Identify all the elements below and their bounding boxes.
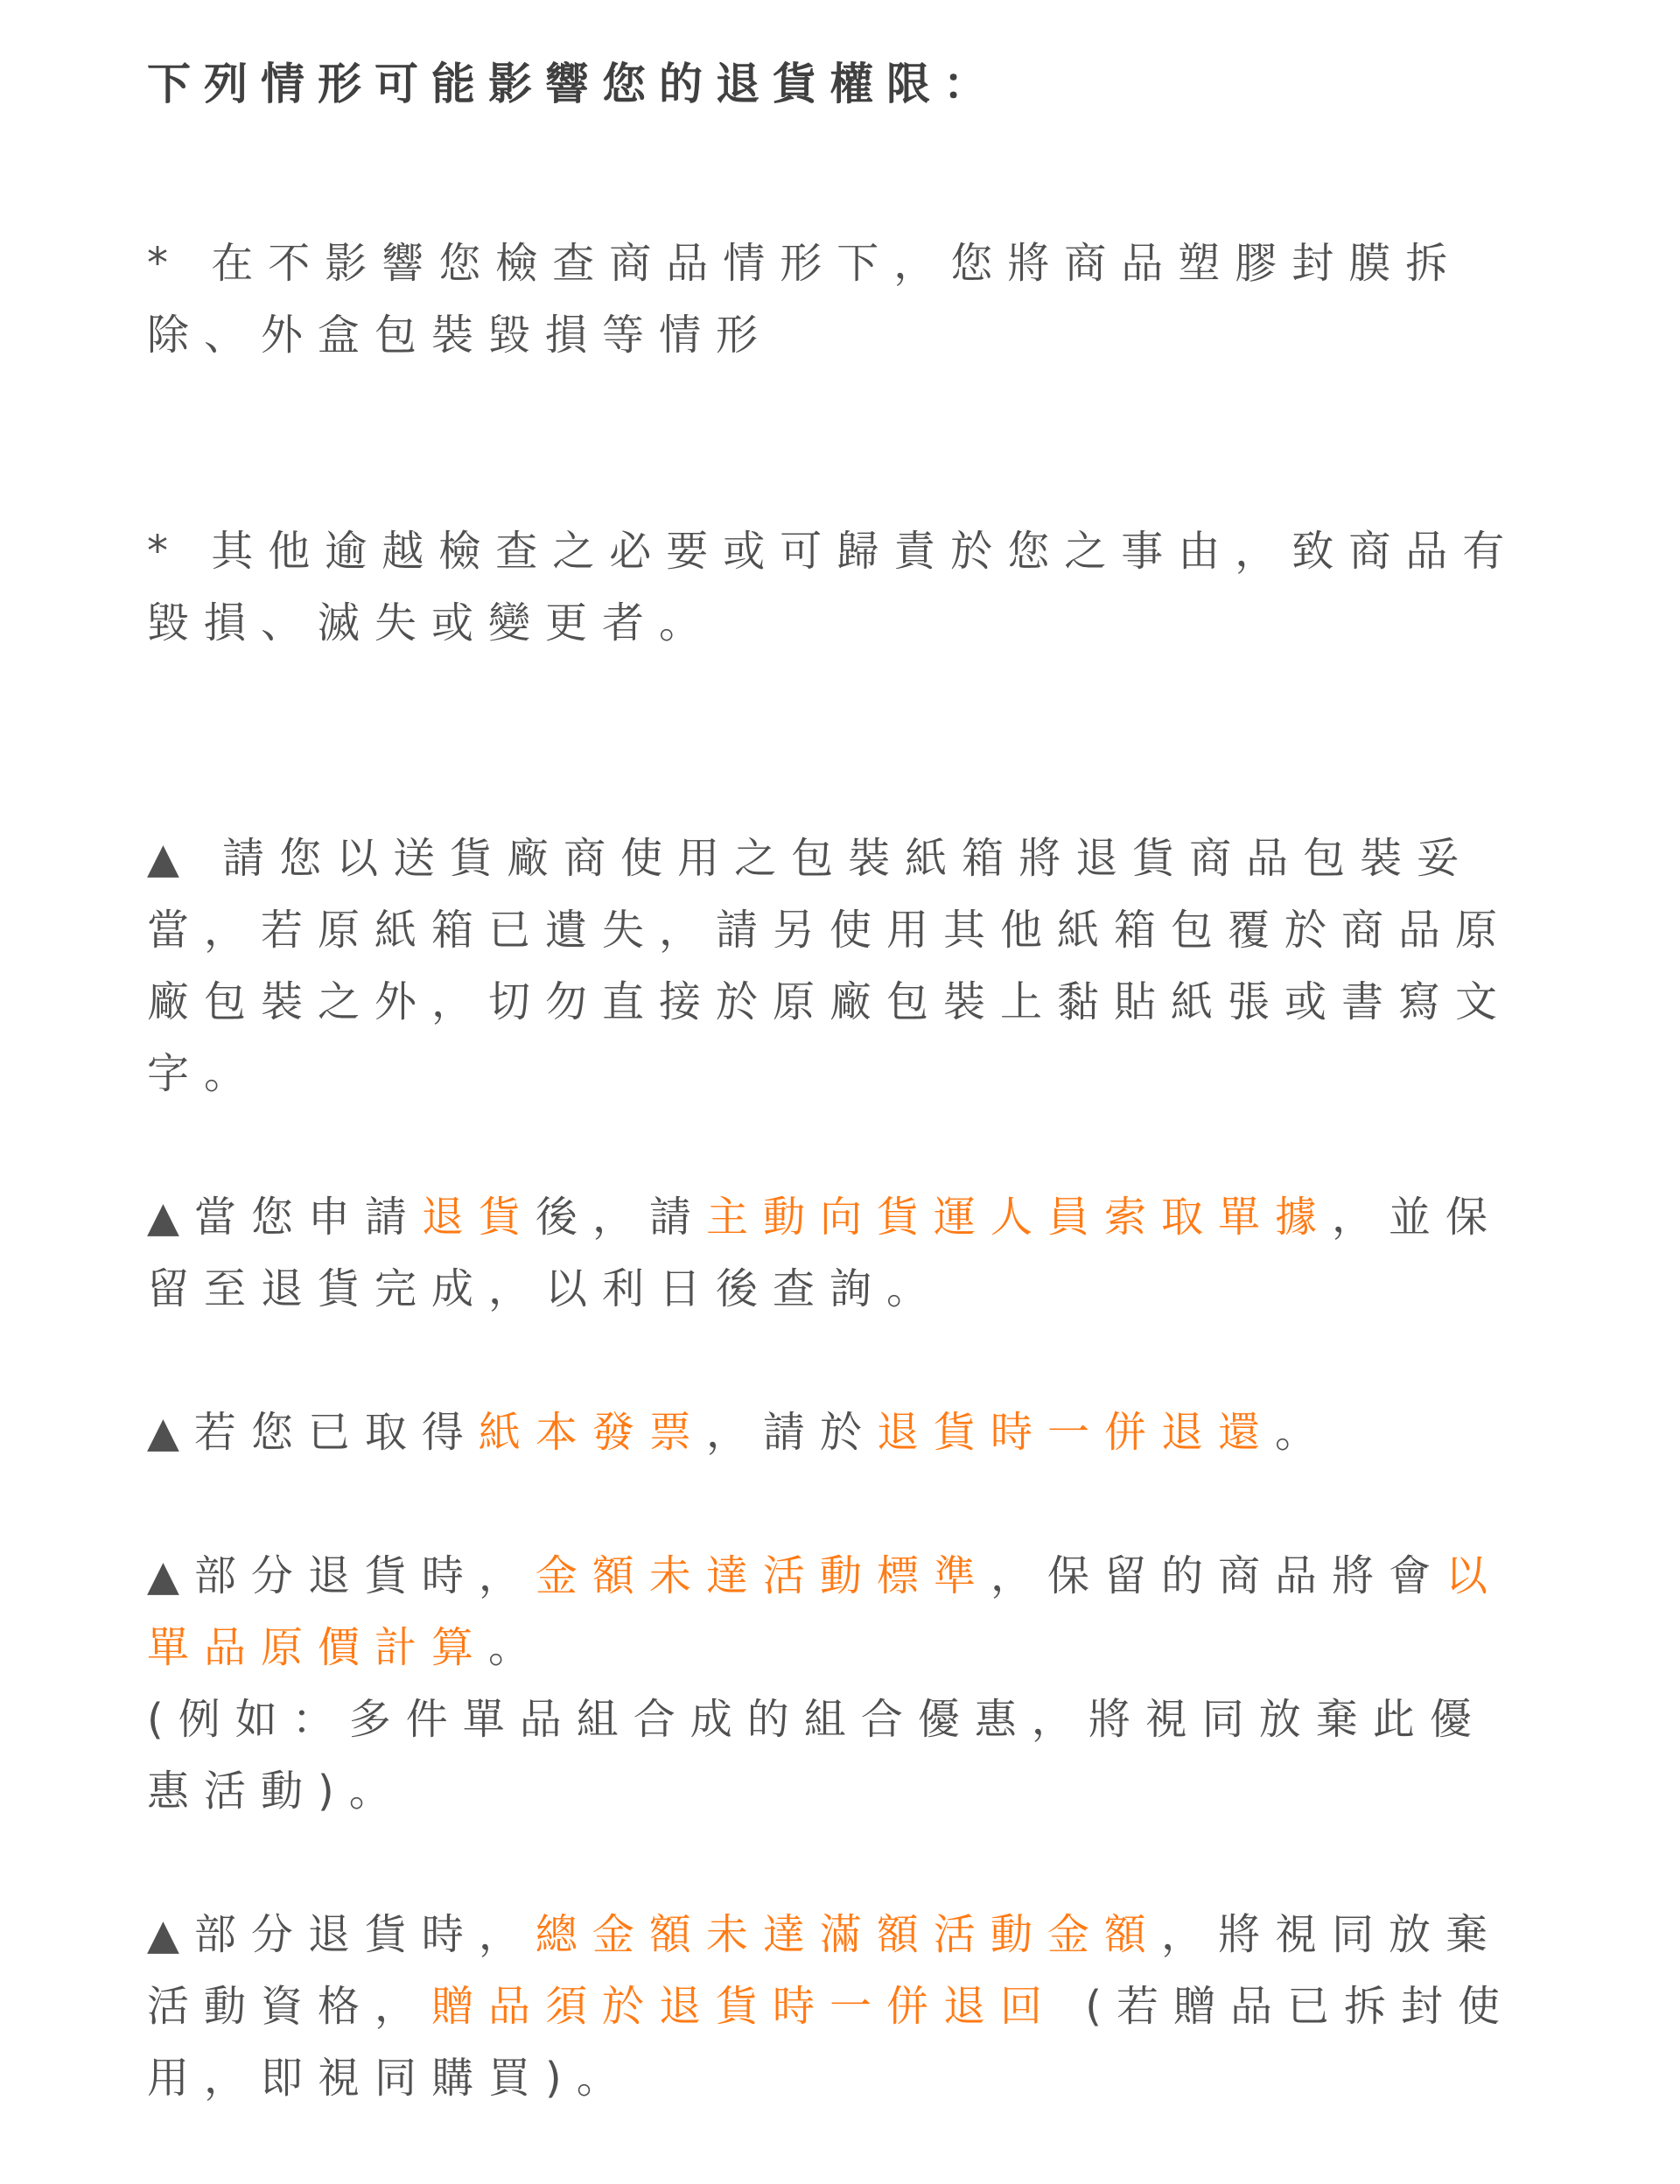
notice-text: 。 <box>1274 1408 1332 1457</box>
notice-text: ▲部分退貨時， <box>147 1910 536 1959</box>
policy-item-beyond-inspection <box>147 515 1530 659</box>
notice-text: ，將視同放棄活動資格， <box>147 1910 1502 2031</box>
notice-partial-return-gifts <box>147 1899 1530 2114</box>
example-note: (例如：多件單品組合成的組合優惠，將視同放棄此優惠活動)。 <box>147 1695 1487 1816</box>
highlight-text: 總金額未達滿額活動金額 <box>535 1910 1161 1959</box>
notice-text: ，並保留至退貨完成，以利日後查詢。 <box>147 1193 1502 1313</box>
notice-text: ▲當您申請 <box>147 1193 422 1242</box>
highlight-text: 退貨時一併退還 <box>876 1408 1275 1457</box>
notice-text: 後，請 <box>535 1193 706 1242</box>
highlight-text: 贈品須於退貨時一併退回 <box>431 1982 1058 2031</box>
highlight-text: 以單品原價計算 <box>147 1551 1502 1672</box>
policy-text: * 在不影響您檢查商品情形下，您將商品塑膠封膜拆除、外盒包裝毀損等情形 <box>147 239 1463 360</box>
page-title: 下列情形可能影響您的退貨權限： <box>147 59 1000 109</box>
notice-text: ，保留的商品將會 <box>990 1551 1446 1600</box>
notice-text: (若贈品已拆封使用，即視同購買)。 <box>147 1982 1516 2103</box>
notice-packaging-instructions <box>147 822 1530 1110</box>
notice-partial-return-pricing <box>147 1540 1530 1827</box>
notice-text: ▲部分退貨時， <box>147 1551 536 1600</box>
notice-text: ▲ 請您以送貨廠商使用之包裝紙箱將退貨商品包裝妥當，若原紙箱已遺失，請另使用其他紙箱包覆於商品原廠包裝之外，切勿直接於原廠包裝上黏貼紙張或書寫文字。 <box>147 834 1513 1098</box>
notice-return-invoice <box>147 1396 1530 1468</box>
highlight-text: 金額未達活動標準 <box>535 1551 990 1600</box>
policy-text: * 其他逾越檢查之必要或可歸責於您之事由，致商品有毀損、滅失或變更者。 <box>147 527 1520 648</box>
return-policy-document <box>147 49 1530 2114</box>
notice-text: 。 <box>488 1623 546 1672</box>
highlight-text: 紙本發票 <box>478 1408 706 1457</box>
notice-text: ▲若您已取得 <box>147 1408 479 1457</box>
notice-request-receipt <box>147 1181 1530 1325</box>
policy-item-packaging-damage <box>147 228 1530 371</box>
highlight-text: 退貨 <box>421 1193 536 1242</box>
highlight-text: 主動向貨運人員索取單據 <box>705 1193 1332 1242</box>
notice-text: ，請於 <box>705 1408 877 1457</box>
